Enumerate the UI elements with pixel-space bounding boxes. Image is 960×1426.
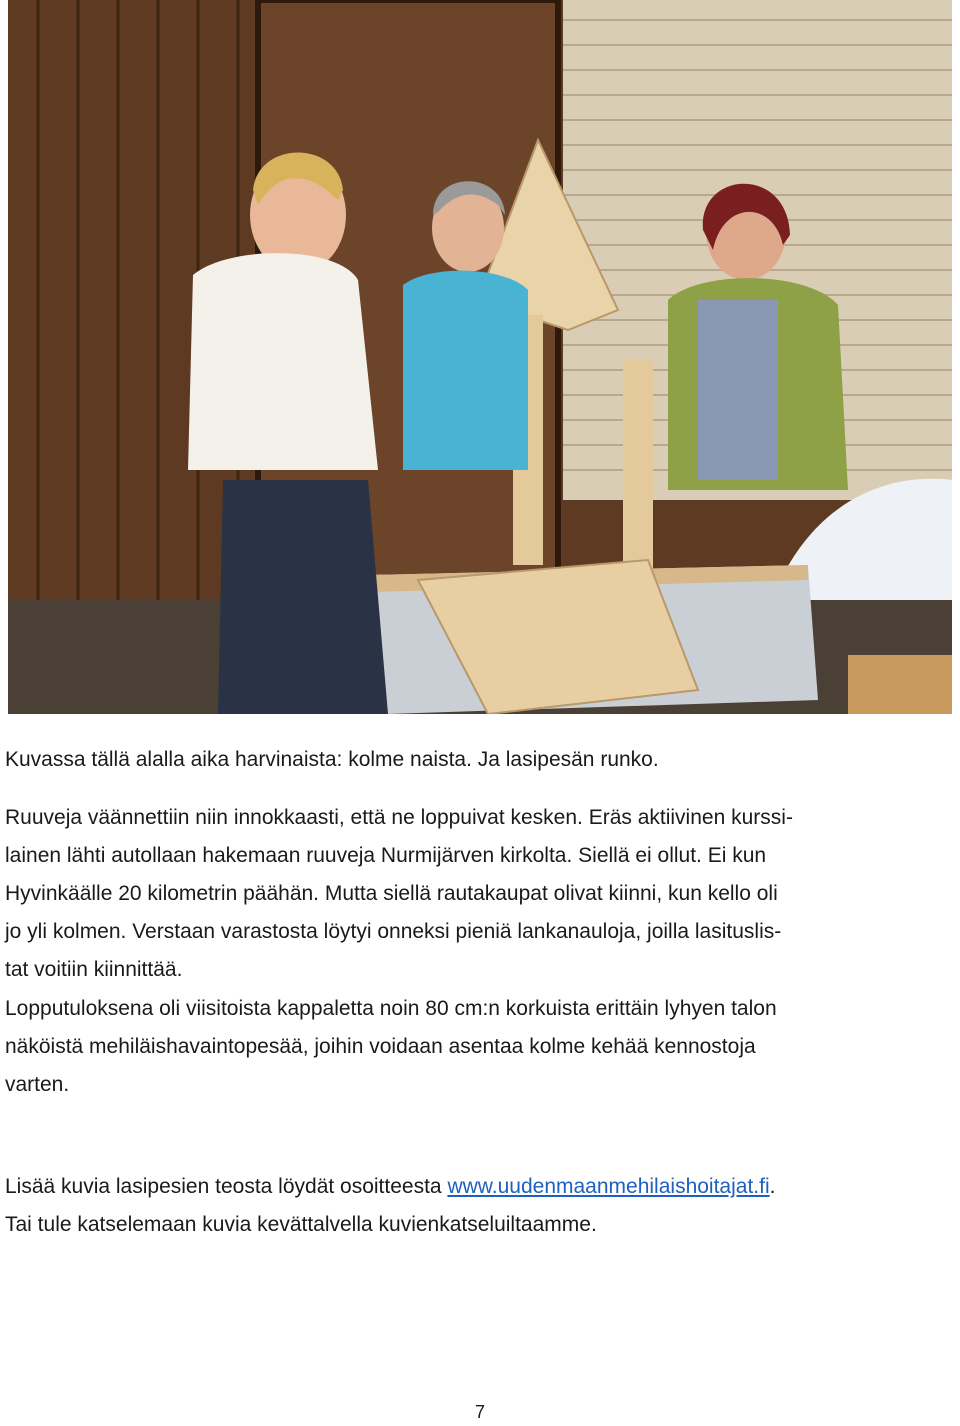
text-line: Hyvinkäälle 20 kilometrin päähän. Mutta siellä rautakaupat olivat kiinni, kun kello oli (5, 882, 778, 905)
website-link[interactable]: www.uudenmaanmehilaishoitajat.fi (447, 1175, 770, 1198)
text-line: Lisää kuvia lasipesien teosta löydät osoitteesta www.uudenmaanmehilaishoitajat.fi. (5, 1175, 776, 1198)
paragraph-more-photos (5, 1168, 953, 1244)
text-line: varten. (5, 1073, 70, 1096)
photo-three-women-hive-frame (8, 0, 952, 714)
text-line: tat voitiin kiinnittää. (5, 958, 183, 981)
photo-caption: Kuvassa tällä alalla aika harvinaista: kolme naista. Ja lasipesän runko. (5, 748, 659, 771)
text-line: jo yli kolmen. Verstaan varastosta löytyi onneksi pieniä lankanauloja, joilla lasituslis- (5, 920, 782, 943)
text-line: Ruuveja väännettiin niin innokkaasti, että ne loppuivat kesken. Eräs aktiivinen kurssi- (5, 806, 793, 829)
page-number: 7 (474, 1402, 485, 1422)
paragraph-screws (5, 799, 953, 989)
text-line: Lopputuloksena oli viisitoista kappaletta noin 80 cm:n korkuista erittäin lyhyen talon (5, 997, 777, 1020)
text-line: lainen lähti autollaan hakemaan ruuveja Nurmijärven kirkolta. Siellä ei ollut. Ei kun (5, 844, 767, 867)
text-line: näköistä mehiläishavaintopesää, joihin voidaan asentaa kolme kehää kennostoja (5, 1035, 756, 1058)
paragraph-result (5, 990, 953, 1104)
text-line: Tai tule katselemaan kuvia kevättalvella kuvienkatseluiltaamme. (5, 1213, 597, 1236)
